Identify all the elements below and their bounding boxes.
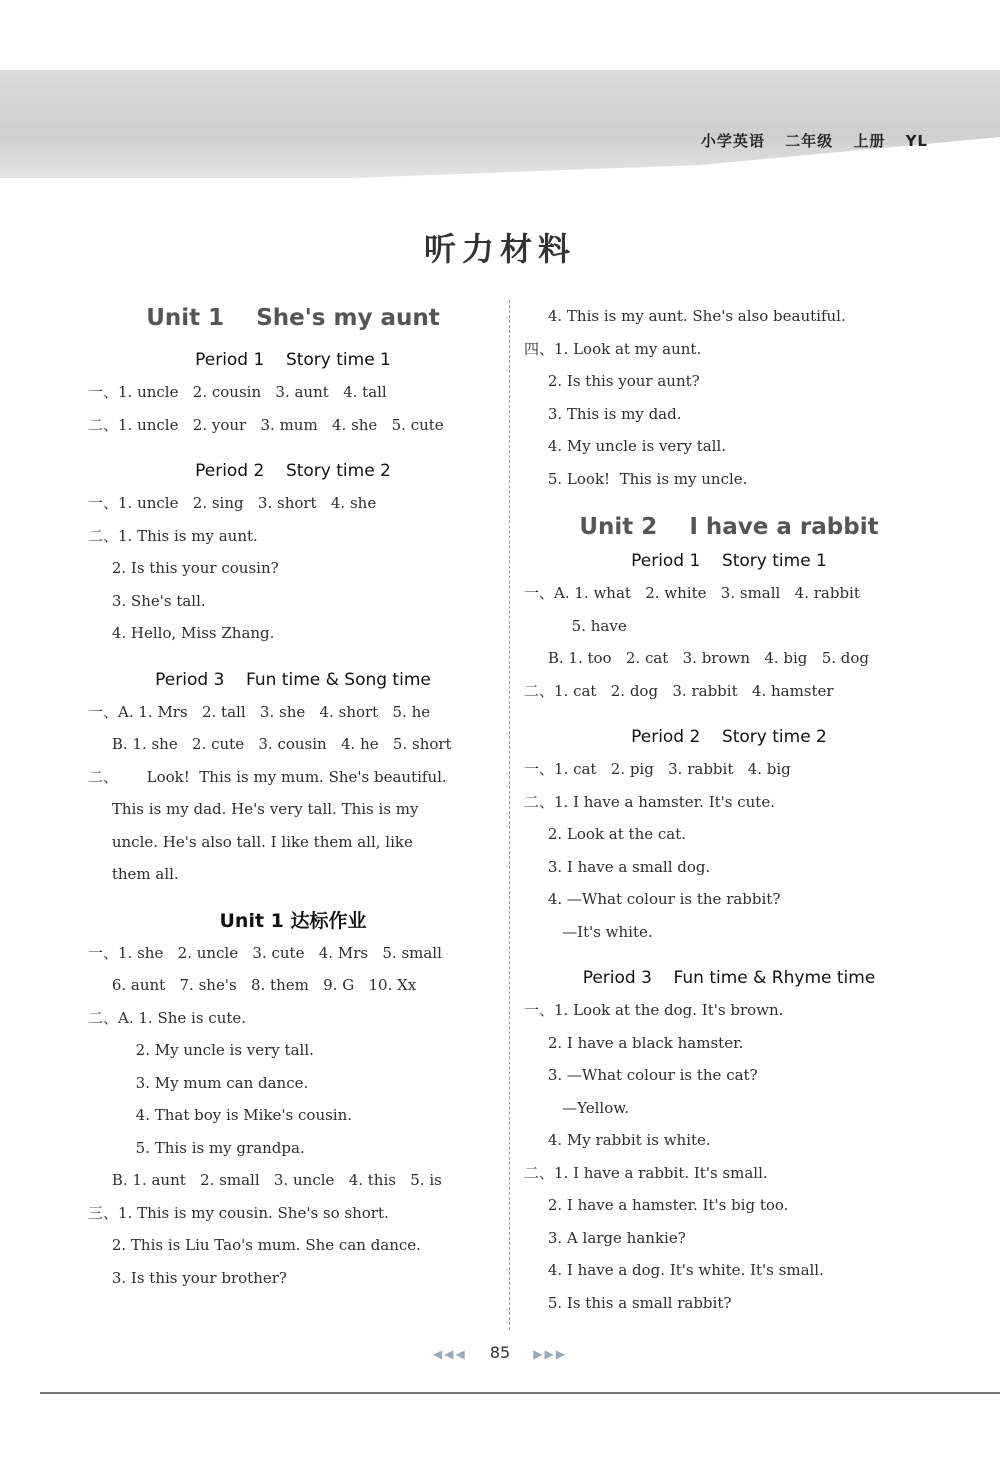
answer-line: 2. Look at the cat. [524, 825, 687, 843]
unit2-period2-title: Period 2 Story time 2 [631, 727, 827, 747]
answer-line: 2. I have a black hamster. [524, 1033, 744, 1052]
answer-line: 二、1. cat 2. dog 3. rabbit 4. hamster [524, 681, 834, 700]
answer-line: 4. This is my aunt. She's also beautiful. [524, 307, 846, 325]
answer-line: 4. That boy is Mike's cousin. [88, 1106, 353, 1124]
header-band [0, 70, 1000, 178]
answer-line: 二、1. This is my aunt. [88, 526, 258, 545]
answer-line: 二、1. I have a hamster. It's cute. [524, 792, 775, 811]
answer-line: 2. I have a hamster. It's big too. [524, 1196, 789, 1214]
answer-line: 4. I have a dog. It's white. It's small. [524, 1261, 824, 1279]
answer-line: 2. Is this your aunt? [524, 372, 700, 390]
answer-line: 3. —What colour is the cat? [524, 1066, 758, 1084]
answer-line: 4. My rabbit is white. [524, 1131, 711, 1149]
answer-line: 二、1. uncle 2. your 3. mum 4. she 5. cute [88, 415, 444, 434]
page-title: 听力材料 [423, 230, 576, 268]
answer-line: 2. This is Liu Tao's mum. She can dance. [88, 1236, 421, 1254]
answer-line: —It's white. [524, 922, 653, 941]
answer-line: 一、1. uncle 2. sing 3. short 4. she [88, 494, 377, 512]
left-column [88, 300, 498, 1294]
answer-line: 3. A large hankie? [524, 1228, 686, 1247]
answer-line: 二、A. 1. She is cute. [88, 1008, 247, 1027]
answer-line: 3. My mum can dance. [88, 1073, 309, 1092]
answer-line: 2. My uncle is very tall. [88, 1041, 314, 1059]
answer-line: B. 1. aunt 2. small 3. uncle 4. this 5. is [88, 1171, 442, 1189]
unit1-period3-title: Period 3 Fun time & Song time [155, 669, 431, 690]
answer-line: 一、A. 1. what 2. white 3. small 4. rabbit [524, 584, 860, 602]
unit2-period3-title: Period 3 Fun time & Rhyme time [582, 968, 876, 988]
unit2-period1-title: Period 1 Story time 1 [631, 551, 827, 571]
answer-line: 四、1. Look at my aunt. [524, 339, 702, 358]
answer-line: 4. —What colour is the rabbit? [524, 890, 781, 908]
answer-line: 4. Hello, Miss Zhang. [88, 624, 275, 642]
answer-line: 2. Is this your cousin? [88, 559, 279, 577]
answer-line: 一、1. cat 2. pig 3. rabbit 4. big [524, 760, 791, 778]
answer-line: 二、1. I have a rabbit. It's small. [524, 1163, 768, 1182]
answer-line: 一、A. 1. Mrs 2. tall 3. she 4. short 5. he [88, 702, 431, 721]
footer-rule [40, 1392, 1000, 1394]
answer-line: 3. She's tall. [88, 591, 206, 610]
answer-line: 6. aunt 7. she's 8. them 9. G 10. Xx [88, 976, 417, 994]
header-subject: 小学英语 二年级 上册 YL [700, 132, 928, 150]
answer-line: 4. My uncle is very tall. [524, 437, 727, 455]
answer-line: 5. Look! This is my uncle. [524, 469, 748, 488]
answer-line: 一、1. Look at the dog. It's brown. [524, 1001, 784, 1019]
answer-line: 二、 Look! This is my mum. She's beautiful. [88, 767, 447, 786]
answer-line: 一、1. she 2. uncle 3. cute 4. Mrs 5. small [88, 943, 442, 962]
answer-line: This is my dad. He's very tall. This is my [88, 800, 419, 818]
answer-line: B. 1. too 2. cat 3. brown 4. big 5. dog [524, 649, 870, 667]
unit2-title: Unit 2 I have a rabbit [579, 514, 879, 540]
column-divider [509, 300, 510, 1330]
answer-line: B. 1. she 2. cute 3. cousin 4. he 5. short [88, 735, 452, 753]
answer-line: —Yellow. [524, 1098, 630, 1117]
right-column [524, 300, 934, 1319]
answer-line: them all. [88, 865, 179, 883]
answer-line: 3. Is this your brother? [88, 1268, 287, 1287]
page-number-bar [0, 1343, 1000, 1362]
left-arrows-icon: ◀◀◀ [433, 1347, 467, 1361]
answer-line: 3. This is my dad. [524, 404, 682, 423]
answer-line: 一、1. uncle 2. cousin 3. aunt 4. tall [88, 383, 387, 401]
answer-line: 3. I have a small dog. [524, 857, 711, 876]
answer-line: 5. This is my grandpa. [88, 1138, 305, 1157]
unit1-title: Unit 1 She's my aunt [146, 305, 440, 331]
answer-line: 5. have [524, 616, 627, 635]
answer-line: 三、1. This is my cousin. She's so short. [88, 1203, 389, 1222]
unit1-test-title: Unit 1 达标作业 [219, 909, 367, 932]
unit1-period1-title: Period 1 Story time 1 [195, 350, 391, 370]
answer-line: uncle. He's also tall. I like them all, like [88, 832, 413, 851]
right-arrows-icon: ▶▶▶ [533, 1347, 567, 1361]
page-number: 85 [489, 1343, 511, 1362]
unit1-period2-title: Period 2 Story time 2 [195, 461, 391, 481]
answer-line: 5. Is this a small rabbit? [524, 1293, 732, 1312]
